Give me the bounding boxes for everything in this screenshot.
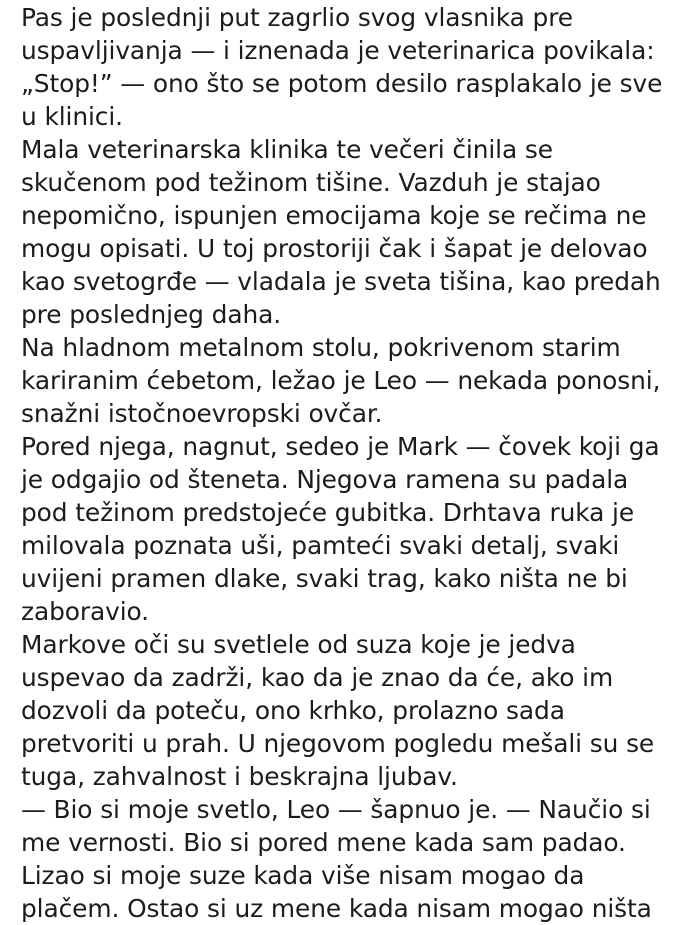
post-text	[21, 1, 691, 925]
text-line: snažni istočnoevropski ovčar.	[21, 399, 383, 428]
text-line: kao svetogrđe — vladala je sveta tišina, kao predah	[21, 267, 661, 296]
text-line: uspevao da zadrži, kao da je znao da će, ako im	[21, 663, 614, 692]
text-line: Markove oči su svetlele od suza koje je jedva	[21, 630, 576, 659]
text-line: pre poslednjeg daha.	[21, 300, 282, 329]
text-line: Mala veterinarska klinika te večeri činila se	[21, 135, 553, 164]
text-line: Pas je poslednji put zagrlio svog vlasnika pre	[21, 3, 573, 32]
text-line: dozvoli da poteču, ono krhko, prolazno sada	[21, 696, 565, 725]
text-line: pod težinom predstojeće gubitka. Drhtava ruka je	[21, 498, 635, 527]
text-line: uspavljivanja — i iznenada je veterinarica povikala:	[21, 36, 655, 65]
text-line: kariranim ćebetom, ležao je Leo — nekada ponosni,	[21, 366, 661, 395]
text-line: Pored njega, nagnut, sedeo je Mark — čovek koji ga	[21, 432, 660, 461]
text-line: Lizao si moje suze kada više nisam mogao da	[21, 861, 585, 890]
text-line: Na hladnom metalnom stolu, pokrivenom starim	[21, 333, 621, 362]
text-line: nepomično, ispunjen emocijama koje se rečima ne	[21, 201, 647, 230]
text-line: plačem. Ostao si uz mene kada nisam mogao ništa	[21, 894, 652, 923]
text-line: — Bio si moje svetlo, Leo — šapnuo je. — Naučio si	[21, 795, 651, 824]
text-line: zaboravio.	[21, 597, 149, 626]
text-line: skučenom pod težinom tišine. Vazduh je stajao	[21, 168, 601, 197]
text-line: me vernosti. Bio si pored mene kada sam padao.	[21, 828, 626, 857]
text-line: milovala poznata uši, pamteći svaki detalj, svaki	[21, 531, 620, 560]
text-line: uvijeni pramen dlake, svaki trag, kako ništa ne bi	[21, 564, 628, 593]
text-line: tuga, zahvalnost i beskrajna ljubav.	[21, 762, 458, 791]
text-line: je odgajio od šteneta. Njegova ramena su padala	[21, 465, 629, 494]
text-line: „Stop!” — ono što se potom desilo rasplakalo je sve	[21, 69, 663, 98]
text-line: pretvoriti u prah. U njegovom pogledu mešali su se	[21, 729, 655, 758]
text-line: u klinici.	[21, 102, 123, 131]
text-line: mogu opisati. U toj prostoriji čak i šapat je delovao	[21, 234, 648, 263]
